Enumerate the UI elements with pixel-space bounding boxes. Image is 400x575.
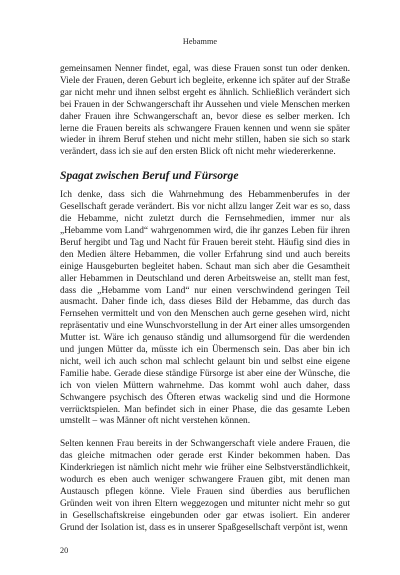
running-head: Hebamme xyxy=(182,37,218,46)
text-body xyxy=(60,64,350,535)
paragraph-gap xyxy=(60,428,350,439)
paragraph-intro: gemeinsamen Nenner findet, egal, was diese Frauen sonst tun oder denken. Viele der Frauen, deren Geburt ich begleite, erkenne ich später auf der Straße gar nicht mehr und ihnen selbst ergeht es ähnlich. Schließlich verändert sich bei Frauen in der Schwangerschaft ihr Aussehen und viele Menschen merken daher Frauen ihre Schwangerschaft an, bevor diese es selber merken. Ich lerne die Frauen bereits als schwangere Frauen kennen und wenn sie später wieder in ihrem Beruf stehen und nicht mehr stillen, haben sie sich so stark verändert, dass ich sie auf den ersten Blick oft nicht mehr wiedererkenne. xyxy=(60,64,350,158)
page-number: 20 xyxy=(60,546,69,555)
section-title: Spagat zwischen Beruf und Fürsorge xyxy=(60,169,239,183)
paragraph-body-2: Selten kennen Frau bereits in der Schwangerschaft viele andere Frauen, die das gleiche mitmachen oder gerade erst Kinder bekommen haben. Das Kinderkriegen ist nämlich nicht mehr wie früher eine Selbstverständlichkeit, wodurch es eben auch weniger schwangere Frauen gibt, mit denen man Austausch pflegen könne. Viele Frauen sind überdies aus beruflichen Gründen weit von ihren Eltern weggezogen und mitunter nicht mehr so gut in Gesellschaftskreise eingebunden oder gar etwas isoliert. Ein anderer Grund der Isolation ist, dass es in unserer Spaßgesellschaft verpönt ist, wenn xyxy=(60,439,350,533)
paragraph-body-1: Ich denke, dass sich die Wahrnehmung des Hebammenberufes in der Gesellschaft gerade verändert. Bis vor nicht allzu langer Zeit war es so, dass die Hebamme, nicht zuletzt durch die Fernsehmedien, immer nur als „Hebamme vom Land“ wahrgenommen wird, die ihr ganzes Leben für ihren Beruf hergibt und Tag und Nacht für Frauen bereit steht. Häufig sind dies in den Medien ältere Hebammen, die voller Erfahrung sind und auch bereits einige Hausgeburten begleitet haben. Schaut man sich aber die Gesamtheit aller Hebammen in Deutschland und deren Arbeitsweise an, stellt man fest, dass die „Hebamme vom Land“ nur einen verschwindend geringen Teil ausmacht. Daher finde ich, dass dieses Bild der Hebamme, das durch das Fernsehen vermittelt und von den Menschen auch gerne gesehen wird, nicht repräsentativ und eine Wunschvorstellung in der Art einer alles umsorgenden Mutter ist. Wäre ich genauso ständig und allumsorgend für die werdenden und jungen Mütter da, müsste ich ein Übermensch sein. Das aber bin ich nicht, weil ich auch schon mal schlecht gelaunt bin und selbst eine eigene Familie habe. Gerade diese ständige Fürsorge ist aber eine der Wünsche, die ich von vielen Müttern wahrnehme. Das kommt wohl auch daher, dass Schwangere psychisch des Öfteren etwas wackelig sind und die Hormone verrücktspielen. Man befindet sich in einer Phase, die das gesamte Leben umstellt – was Männer oft nicht verstehen können. xyxy=(60,190,350,427)
